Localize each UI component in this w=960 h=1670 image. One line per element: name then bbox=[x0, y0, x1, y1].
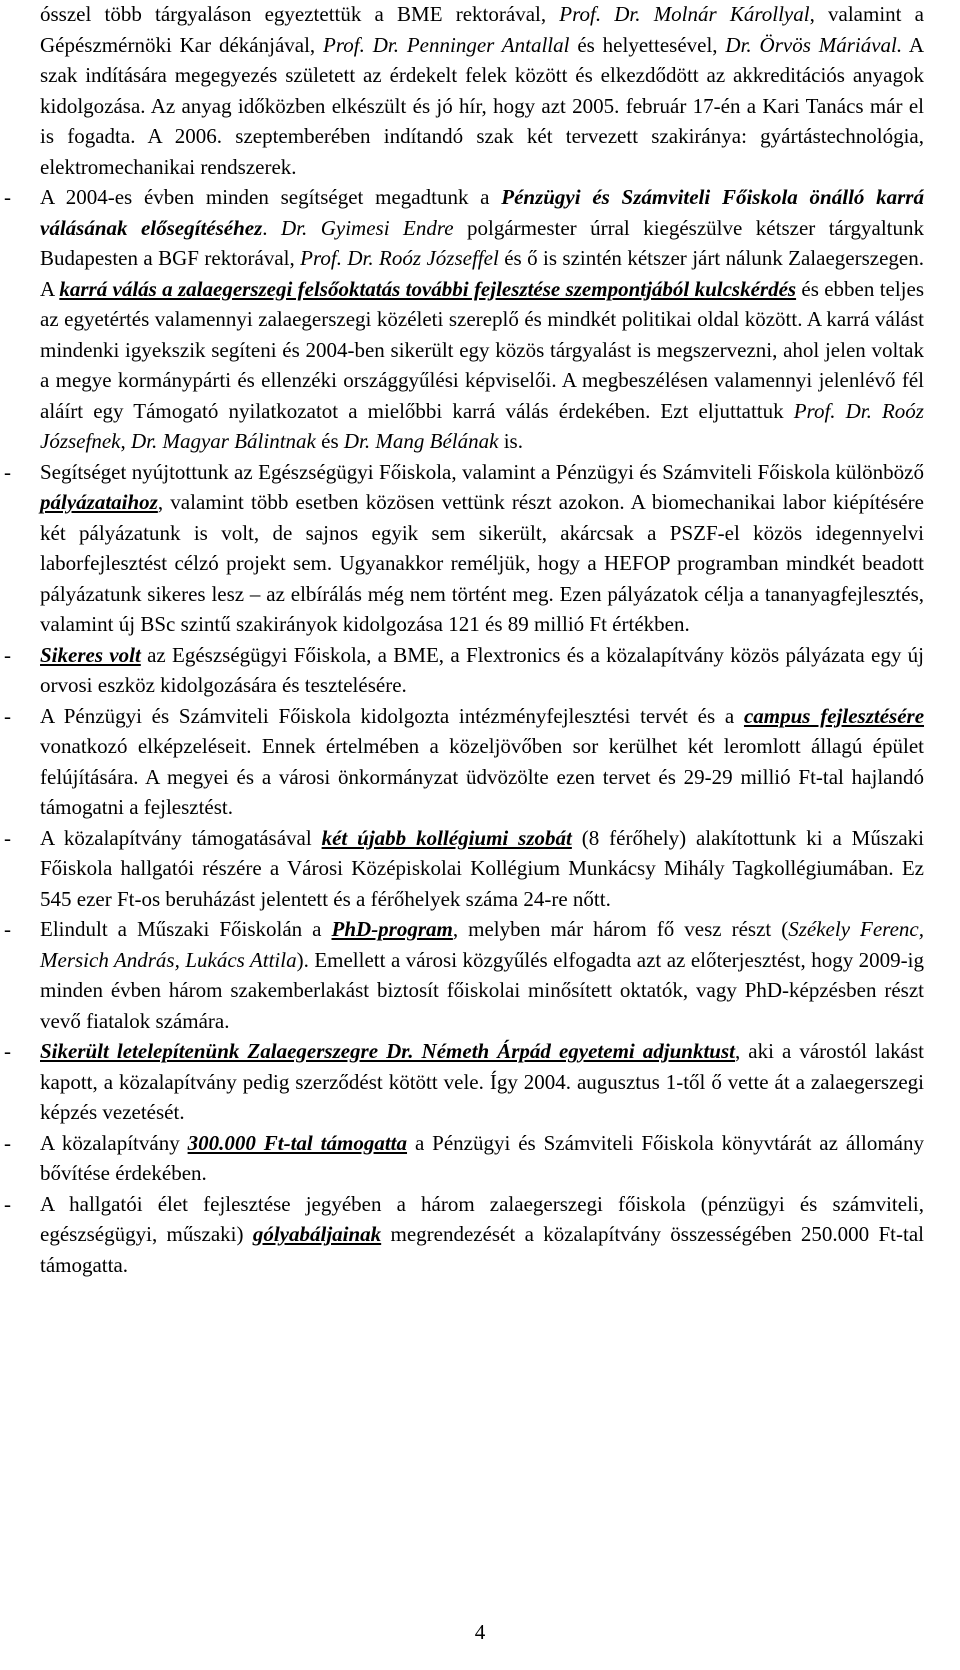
text-run: Dr. Örvös Máriával. bbox=[725, 32, 903, 57]
text-run: A szak indítására megegyezés született az érdekelt felek között és elkezdődött az akkreditációs anyagok kidolgozása. Az anyag időközben elkészült és jó hír, hogy azt 2005. február 17-én a Kari Tanács már el is fogadta. A 2006. szeptemberében indítandó szak két tervezett szakiránya: gyártástechnológia, elektromechanikai rendszerek. bbox=[40, 32, 925, 179]
text-run: Prof. Dr. Roóz Józseffel bbox=[300, 246, 499, 270]
document-body bbox=[4, 0, 925, 1280]
text-run: Sikerült letelepítenünk Zalaegerszegre Dr. Németh Árpád egyetemi adjunktust bbox=[40, 1039, 735, 1063]
text-run: vonatkozó elképzeléseit. Ennek értelmében a közeljövőben sor kerülhet két leromlott állagú épület felújítására. A megyei és a városi önkormányzat üdvözölte ezen tervet és 29-29 millió Ft-tal hajlandó támogatni a fejlesztést. bbox=[40, 734, 924, 819]
text-run: Prof. Dr. Molnár Károllyal bbox=[559, 2, 810, 26]
text-run: megrendezését a közalapítvány összességében 250.000 Ft-tal támogatta. bbox=[40, 1222, 924, 1277]
text-run: 300.000 Ft-tal támogatta bbox=[187, 1130, 408, 1155]
bullet-paragraph bbox=[4, 701, 925, 823]
text-run: gólyabáljainak bbox=[252, 1222, 382, 1246]
text-run: , valamint a Gépészmérnöki Kar dékánjával, bbox=[40, 2, 924, 57]
text-run: A Pénzügyi és Számviteli Főiskola kidolgozta intézményfejlesztési tervét és a bbox=[40, 703, 744, 728]
text-run: Sikeres volt bbox=[40, 642, 141, 667]
text-run: pályázataihoz bbox=[40, 490, 158, 514]
bullet-paragraph bbox=[4, 1036, 925, 1128]
text-run: Dr. Magyar Bálintnak bbox=[130, 429, 316, 453]
text-run: Székely Ferenc, Mersich András, Lukács Attila bbox=[40, 917, 924, 972]
text-run: a Pénzügyi és Számviteli Főiskola könyvtárát az állomány bővítése érdekében. bbox=[40, 1130, 925, 1185]
bullet-paragraph bbox=[4, 182, 925, 457]
continuation-paragraph bbox=[40, 0, 924, 182]
bullet-dash: - bbox=[4, 1130, 11, 1155]
text-run: , melyben már három fő vesz részt ( bbox=[452, 917, 789, 941]
bullet-paragraph bbox=[4, 823, 924, 915]
text-run: Pénzügyi és Számviteli Főiskola önálló karrá válásának elősegítéséhez bbox=[40, 185, 924, 240]
text-run: PhD-program bbox=[331, 917, 453, 941]
text-run: A közalapítvány bbox=[40, 1130, 188, 1155]
text-run: ósszel több tárgyaláson egyeztettük a BME rektorával, bbox=[40, 2, 560, 26]
text-run: A közalapítvány támogatásával bbox=[40, 825, 322, 850]
text-run: és ebben teljes az egyetértés valamennyi zalaegerszegi közéleti szereplő és mindkét politikai oldal között. A karrá válást mindenki igyekszik segíteni és 2004-ben sikerült egy közös tárgyalást is megszervezni, ahol jelen voltak a megye kormánypárti és ellenzéki országgyűlési képviselői. A megbeszélésen valamennyi jelenlévő fél aláírt egy Támogató nyilatkozatot a mielőbbi karrá válás érdekében. Ezt eljuttattuk bbox=[40, 276, 925, 423]
text-run: Prof. Dr. Roóz Józsefnek bbox=[40, 398, 924, 453]
text-run: Elindult a Műszaki Főiskolán a bbox=[40, 917, 332, 941]
text-run: két újabb kollégiumi szobát bbox=[321, 825, 572, 850]
text-run: Dr. Mang Bélának bbox=[343, 429, 499, 453]
text-run: , aki a várostól lakást kapott, a közalapítvány pedig szerződést kötött vele. Így 2004. augusztus 1-től ő vette át a zalaegerszegi képzés vezetését. bbox=[40, 1039, 925, 1124]
text-run: Dr. Gyimesi Endre bbox=[281, 215, 454, 240]
bullet-dash: - bbox=[4, 185, 11, 209]
text-run: campus fejlesztésére bbox=[743, 703, 925, 728]
bullet-paragraph bbox=[4, 1128, 925, 1189]
bullet-dash: - bbox=[4, 703, 11, 728]
text-run: , bbox=[120, 429, 131, 453]
page-number: 4 bbox=[474, 1620, 486, 1644]
bullet-dash: - bbox=[4, 459, 11, 484]
text-run: az Egészségügyi Főiskola, a BME, a Flextronics és a közalapítvány közös pályázata egy új orvosi eszköz kidolgozására és tesztelésére. bbox=[40, 642, 924, 697]
bullet-dash: - bbox=[4, 642, 11, 667]
text-run: is. bbox=[498, 429, 523, 453]
text-run: , valamint több esetben közösen vettünk részt azokon. A biomechanikai labor kiépítésére két pályázatunk is volt, de sajnos egyik sem sikerült, akárcsak a PSZF-el közös idegennyelvi laborfejlesztést célzó projekt sem. Ugyanakkor reméljük, hogy a HEFOP programban mindkét beadott pályázatunk sikeres lesz – az elbírálás még nem történt meg. Ezen pályázatok célja a tananyagfejlesztés, valamint új BSc szintű szakirányok kidolgozása 121 és 89 millió Ft értékben. bbox=[40, 490, 924, 636]
text-run: Prof. Dr. Penninger Antallal bbox=[323, 32, 570, 57]
bullet-paragraph bbox=[4, 457, 924, 640]
text-run: és helyettesével, bbox=[569, 32, 726, 57]
text-run: Segítséget nyújtottunk az Egészségügyi Főiskola, valamint a Pénzügyi és Számviteli Főiskola különböző bbox=[40, 459, 924, 484]
text-run: A 2004-es évben minden segítséget megadtunk a bbox=[40, 185, 502, 209]
bullet-paragraph bbox=[4, 914, 925, 1036]
text-run: . bbox=[262, 215, 281, 240]
bullet-dash: - bbox=[4, 1191, 11, 1216]
bullet-dash: - bbox=[4, 825, 11, 850]
text-run: és bbox=[315, 429, 344, 453]
bullet-dash: - bbox=[4, 1039, 11, 1063]
bullet-dash: - bbox=[4, 917, 11, 941]
text-run: ). Emellett a városi közgyűlés elfogadta azt az előterjesztést, hogy 2009-ig minden évben három szakemberlakást biztosít főiskolai minősített oktatók, vagy PhD-képzésben részt vevő fiatalok számára. bbox=[40, 947, 925, 1033]
text-run: A hallgatói élet fejlesztése jegyében a három zalaegerszegi főiskola (pénzügyi és számviteli, egészségügyi, műszaki) bbox=[40, 1191, 924, 1246]
bullet-paragraph bbox=[4, 1189, 924, 1281]
text-run: polgármester úrral kiegészülve kétszer tárgyaltunk Budapesten a BGF rektorával, bbox=[40, 215, 924, 270]
text-run: (8 férőhely) alakítottunk ki a Műszaki Főiskola hallgatói részére a Városi Középiskolai Kollégium Munkácsy Mihály Tagkollégiumában. Ez 545 ezer Ft-os beruházást jelentett és a férőhelyek száma 24-re nőtt. bbox=[40, 825, 924, 911]
text-run: karrá válás a zalaegerszegi felsőoktatás további fejlesztése szempontjából kulcskérdés bbox=[59, 276, 797, 301]
bullet-paragraph bbox=[4, 640, 924, 701]
text-run: és ő is szintén kétszer járt nálunk Zalaegerszegen. A bbox=[40, 246, 924, 301]
